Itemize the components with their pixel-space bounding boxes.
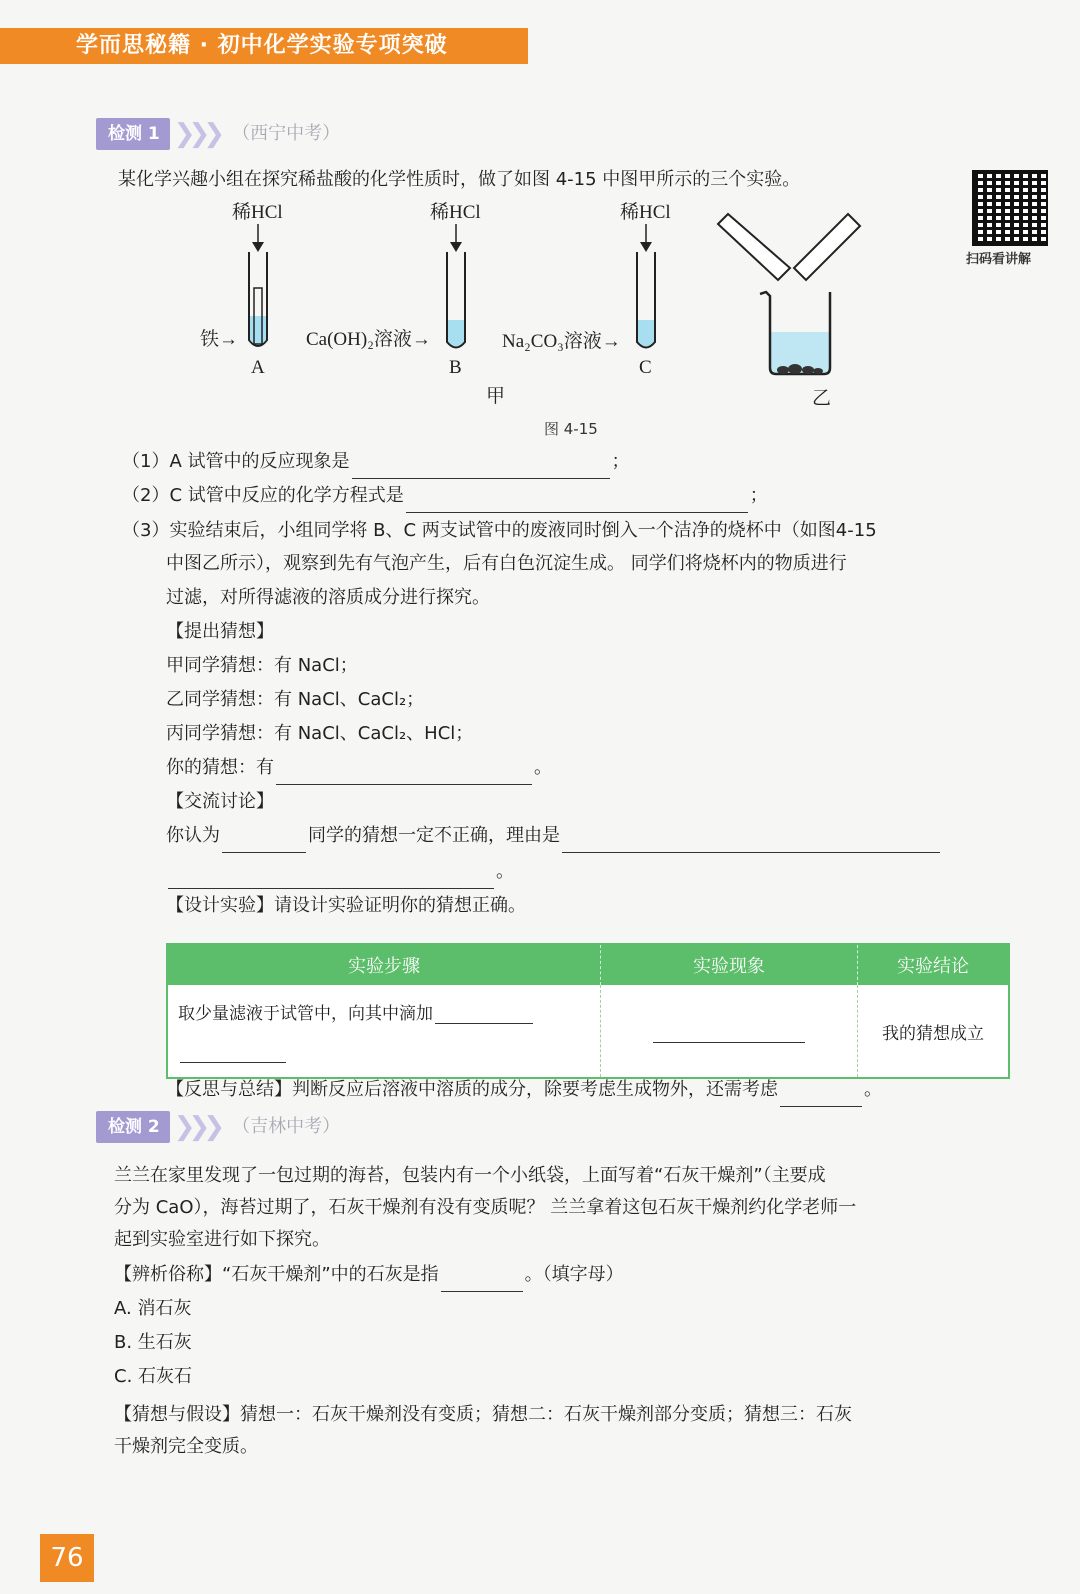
q1-part3-line2: 中图乙所示），观察到先有气泡产生，后有白色沉淀生成。 同学们将烧杯内的物质进行 [166,553,847,574]
liquid-b [447,320,465,348]
qr-code-icon[interactable] [972,170,1048,246]
option-a: A. 消石灰 [114,1298,192,1319]
q1-part3-line3: 过滤，对所得滤液的溶质成分进行探究。 [166,587,490,608]
option-b: B. 生石灰 [114,1332,192,1353]
answer-blank-reason[interactable] [562,830,940,853]
answer-blank-letter[interactable] [441,1269,523,1292]
q1-intro: 某化学兴趣小组在探究稀盐酸的化学性质时，做了如图 4-15 中图甲所示的三个实验。 [118,169,801,190]
reagent-c-label: 稀HCl [620,202,671,223]
discuss-line1: 你认为 同学的猜想一定不正确，理由是 [166,819,942,853]
group-yi-label: 乙 [812,388,832,409]
q1-tag [96,118,340,150]
guess-yours: 你的猜想：有 。 [166,751,552,785]
tube-c-label: C [639,357,652,378]
liquid-a [250,316,266,345]
tube-b-label: B [449,357,462,378]
answer-blank-reason-cont[interactable] [168,866,494,889]
figure-caption: 图 4-15 [544,420,598,438]
cell-phenomenon [601,985,858,1077]
q1-part2: （2）C 试管中反应的化学方程式是 ； [122,479,768,513]
hypothesis-line2: 干燥剂完全变质。 [114,1436,258,1457]
header-title: 学而思秘籍 · 初中化学实验专项突破 [76,33,448,58]
option-c: C. 石灰石 [114,1366,193,1387]
guess-bing: 丙同学猜想：有 NaCl、CaCl₂、HCl； [166,723,474,744]
header-banner [0,28,528,64]
discuss-line2: 。 [166,855,514,889]
answer-blank-reflect[interactable] [780,1084,862,1107]
cell-conclusion: 我的猜想成立 [882,1023,984,1044]
q2-name-question: 【辨析俗称】“石灰干燥剂”中的石灰是指 。（填字母） [114,1258,624,1292]
q1-tag-label: 检测 1 [96,118,170,150]
answer-blank-1[interactable] [352,456,610,479]
q2-tag [96,1111,340,1143]
pouring-tube-right [794,214,860,280]
reagent-a-label: 稀HCl [232,202,283,223]
pouring-tube-left [718,214,790,280]
answer-blank-student[interactable] [222,830,306,853]
q1-part1: （1）A 试管中的反应现象是 ； [122,445,630,479]
group-jia-label: 甲 [486,386,506,407]
answer-blank-2[interactable] [406,490,748,513]
answer-blank-guess[interactable] [276,762,532,785]
liquid-c [637,320,655,348]
q2-line2: 分为 CaO），海苔过期了，石灰干燥剂有没有变质呢？ 兰兰拿着这包石灰干燥剂约化学老师一 [114,1197,857,1218]
tube-a-label: A [251,357,265,378]
q2-line1: 兰兰在家里发现了一包过期的海苔，包装内有一个小纸袋，上面写着“石灰干燥剂”（主要成 [114,1165,826,1186]
design-heading: 【设计实验】请设计实验证明你的猜想正确。 [166,895,526,916]
beaker-setup [718,214,860,374]
reagent-b-label: 稀HCl [430,202,481,223]
guess-jia: 甲同学猜想：有 NaCl； [166,655,358,676]
iron-label: 铁→ [200,329,239,350]
q2-tag-label: 检测 2 [96,1111,170,1143]
answer-blank-phenomenon[interactable] [653,1020,805,1043]
reflect-line: 【反思与总结】判断反应后溶液中溶质的成分，除要考虑生成物外，还需考虑 。 [166,1073,882,1107]
guess-yi: 乙同学猜想：有 NaCl、CaCl₂； [166,689,425,710]
na2co3-label: Na₂CO₃溶液→ [502,331,621,352]
cell-step: 取少量滤液于试管中，向其中滴加 [168,985,601,1077]
col-header-conclusion: 实验结论 [858,945,1009,985]
experiment-table [166,943,1010,1079]
q2-line3: 起到实验室进行如下探究。 [114,1229,330,1250]
heading-guess: 【提出猜想】 [166,621,274,642]
col-header-phenomenon: 实验现象 [601,945,858,985]
chevron-right-icon: ❯❯❯ [173,119,219,149]
heading-discuss: 【交流讨论】 [166,791,274,812]
q1-part3-line1: （3）实验结束后，小组同学将 B、C 两支试管中的废液同时倒入一个洁净的烧杯中（如图4-15 [122,520,877,541]
qr-label: 扫码看讲解 [966,252,1032,267]
answer-blank-reagent[interactable] [435,1001,533,1024]
answer-blank-reagent-cont[interactable] [180,1040,286,1063]
hypothesis-line1: 【猜想与假设】猜想一：石灰干燥剂没有变质；猜想二：石灰干燥剂部分变质；猜想三：石灰 [114,1404,852,1425]
q2-source: （吉林中考） [232,1116,341,1137]
chevron-right-icon: ❯❯❯ [173,1112,219,1142]
caoh2-label: Ca(OH)₂溶液→ [306,329,431,350]
col-header-step: 实验步骤 [168,945,601,985]
figure-4-15 [0,190,940,450]
page-number: 76 [40,1534,94,1582]
q1-source: （西宁中考） [232,123,341,144]
